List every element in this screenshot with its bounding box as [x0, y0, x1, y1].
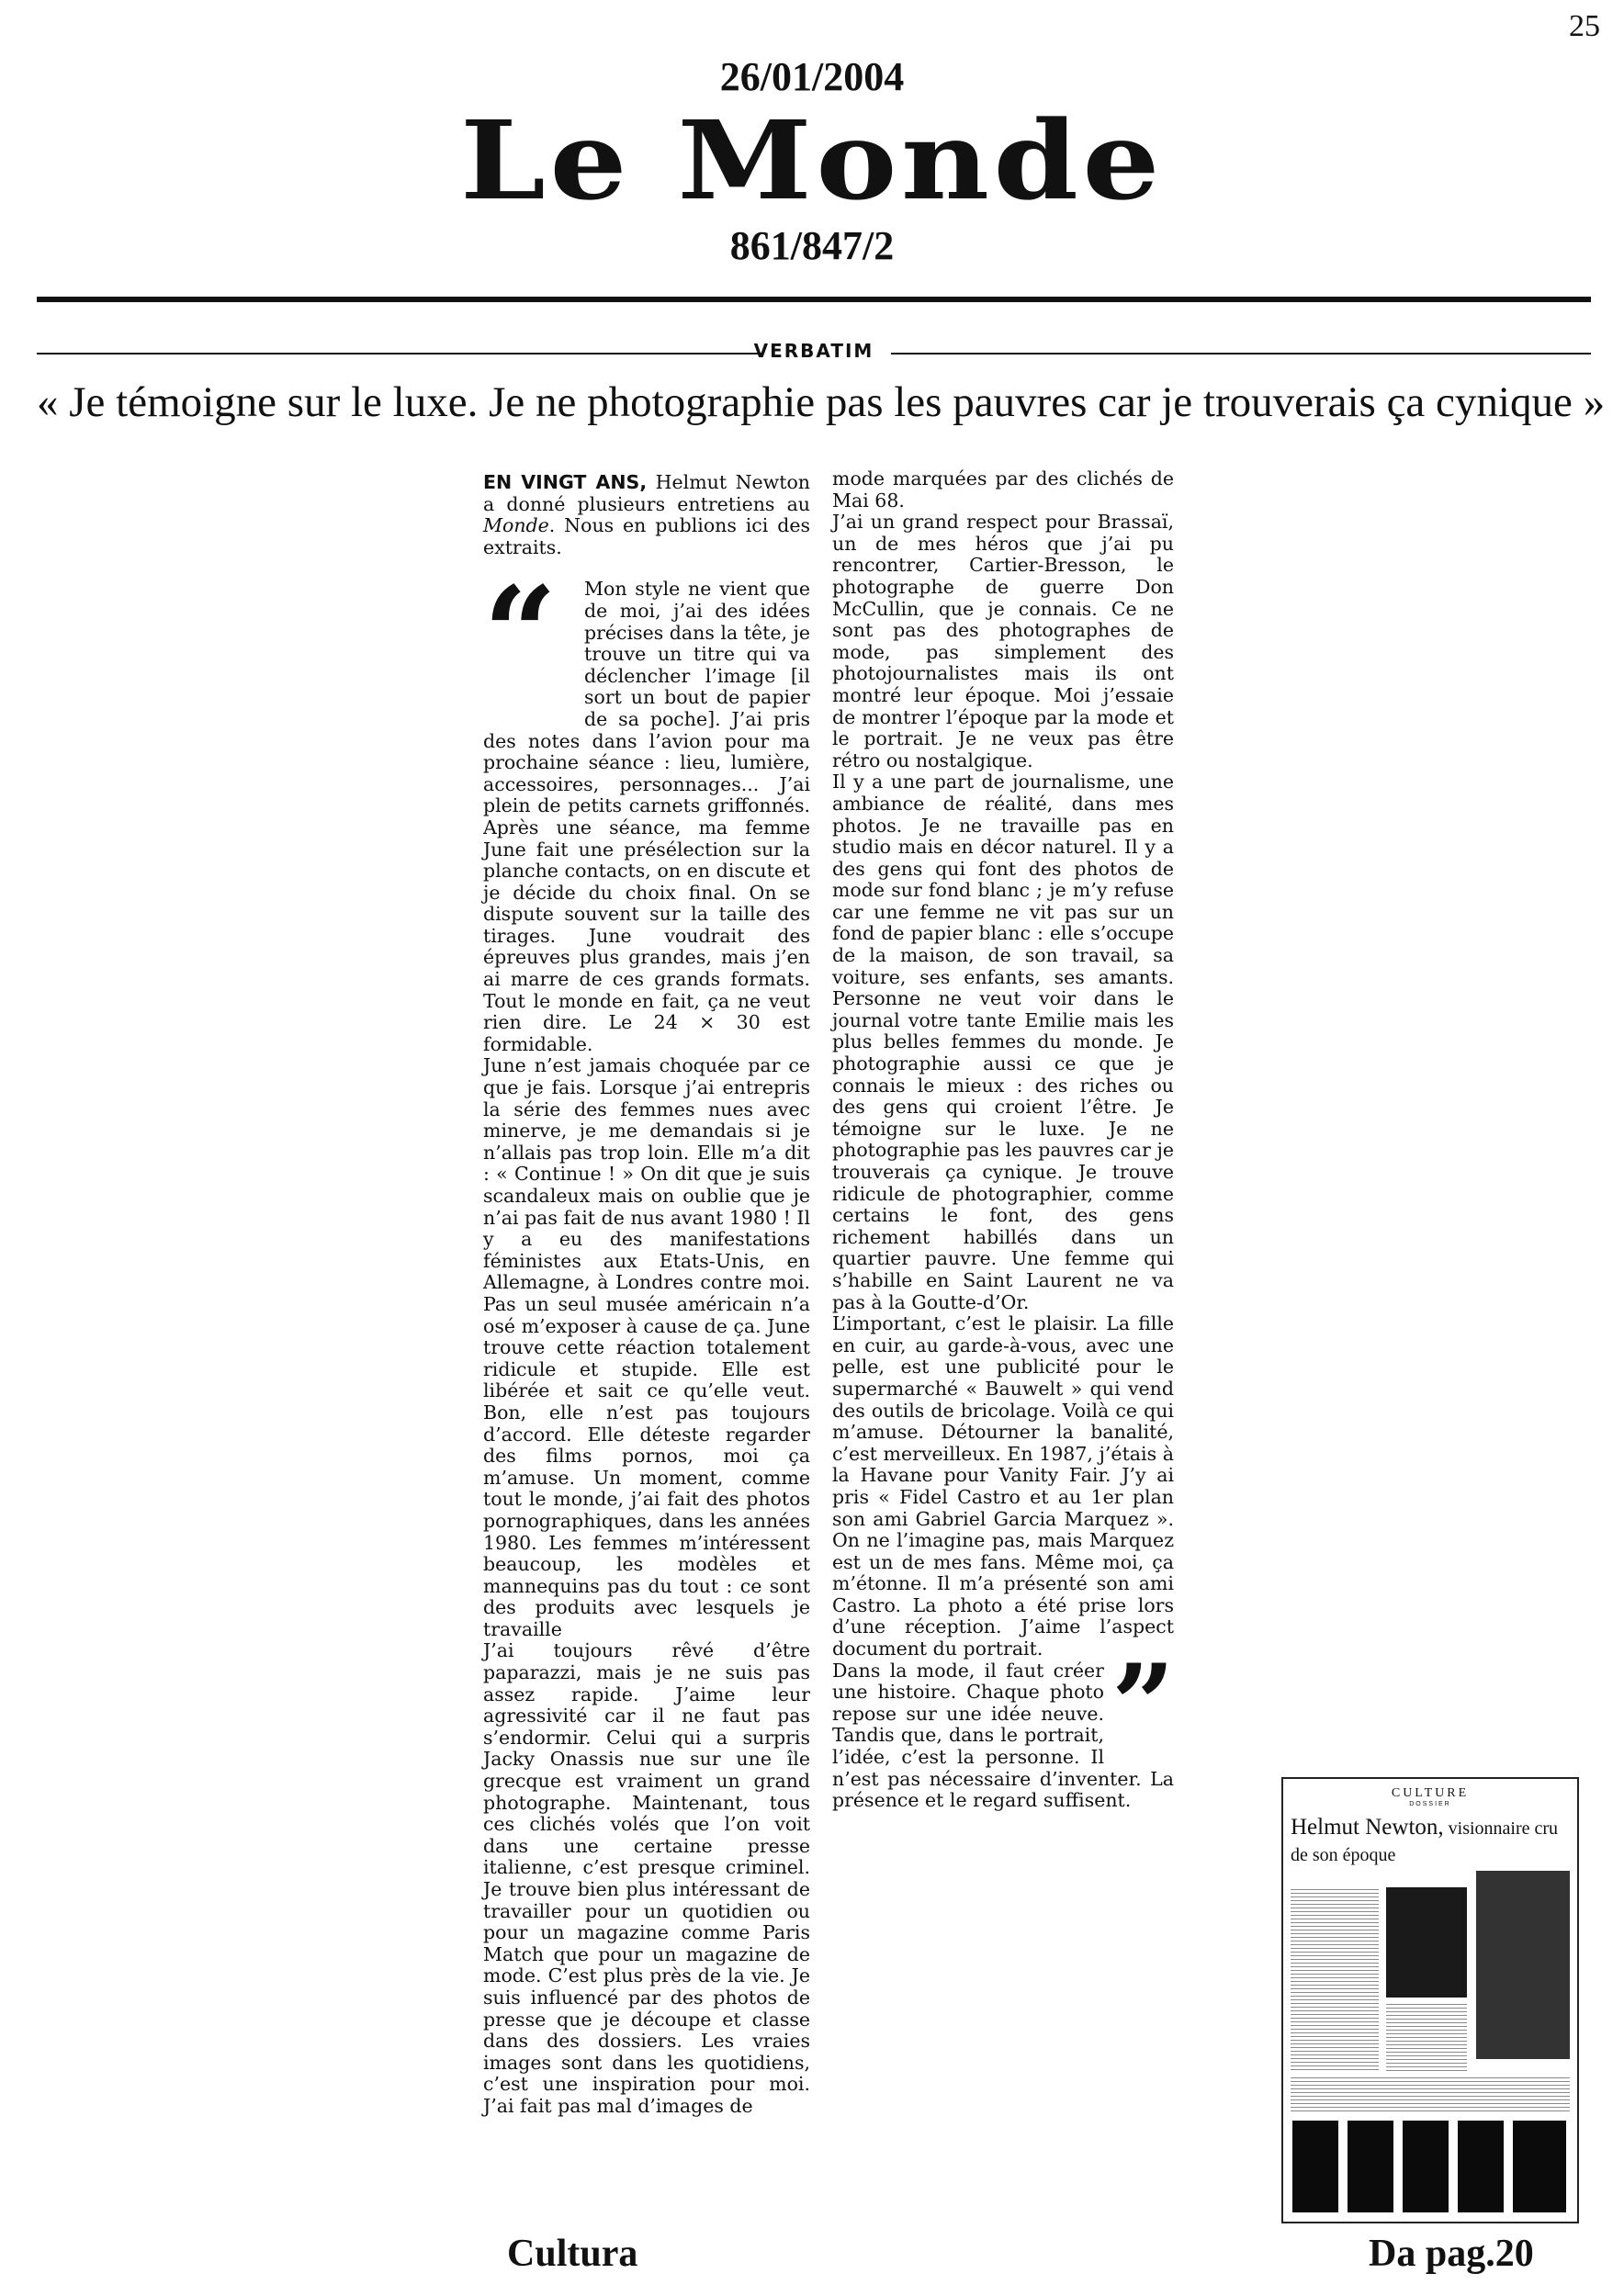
section-rule-right: [891, 353, 1591, 355]
newspaper-masthead: Le Monde: [460, 96, 1164, 224]
article-paragraph: Il y a une part de journalisme, une ambiance de réalité, dans mes photos. Je ne travaille pas en studio mais en décor naturel. Il y a des gens qui font des photos de mode sur fond blanc ; je m’y refuse car une femme ne vit pas sur un fond de papier blanc : elle s’occupe de la maison, de son travail, sa voiture, ses enfants, ses amants. Personne ne veut voir dans le journal votre tante Emilie mais les plus belles femmes du monde. Je photographie aussi ce que je connais le mieux : des riches ou des gens qui croient l’être. Je témoigne sur le luxe. Je ne photographie pas les pauvres car je trouverais ça cynique. Je trouve ridicule de photographier, comme certains le font, des gens richement habillés dans un quartier pauvre. Une femme qui s’habille en Saint Laurent ne va pas à la Goutte-d’Or.: [832, 771, 1174, 1313]
page-thumbnail: [1281, 1777, 1579, 2223]
footer-page-reference: Da pag.20: [1369, 2233, 1534, 2275]
intro-text-after: . Nous en publions ici des extraits.: [483, 514, 810, 558]
thumbnail-subsection: DOSSIER: [1409, 1801, 1451, 1807]
thumbnail-text-block: [1291, 1889, 1379, 2073]
article-intro: [483, 472, 810, 558]
article-paragraph: [483, 559, 810, 1055]
clipping-date: 26/01/2004: [719, 54, 905, 99]
intro-text-before: Helmut Newton a donné plusieurs entretiens au: [483, 471, 810, 515]
footer-section-name: Cultura: [507, 2233, 638, 2275]
article-paragraph: J’ai un grand respect pour Brassaï, un de mes héros que j’ai pu rencontrer, Cartier-Bresson, le photographe de guerre Don McCullin, que je connais. Ce ne sont pas des photographes de mode, pas simplement des photojournalistes mais ils ont montré leur époque. Moi j’essaie de montrer l’époque par la mode et le portrait. Je ne veux pas être rétro ou nostalgique.: [832, 511, 1174, 771]
article-paragraph: [832, 1639, 1176, 1812]
thumbnail-block: [1292, 2121, 1338, 2212]
paragraph-text: Dans la mode, il faut créer une histoire. Chaque photo repose sur une idée neuve. Tandis que, dans le portrait, l’idée, c’est la personne. Il n’est pas nécessaire d’inventer. La présence et le regard suffisent.: [832, 1659, 1174, 1812]
thumbnail-title-main: Helmut Newton,: [1291, 1815, 1444, 1840]
thumbnail-text-block: [1291, 2077, 1570, 2114]
page-number: 25: [1569, 9, 1600, 43]
section-label: VERBATIM: [753, 340, 874, 362]
header-divider: [37, 297, 1591, 302]
section-rule: [37, 340, 1591, 367]
thumbnail-block: [1513, 2121, 1566, 2212]
article-paragraph: L’important, c’est le plaisir. La fille en cuir, au garde-à-vous, avec une pelle, est une publicité pour le supermarché « Bauwelt » qui vend des outils de bricolage. Voilà ce qui m’amuse. Détourner la banalité, c’est merveilleux. En 1987, j’étais à la Havane pour Vanity Fair. J’y ai pris « Fidel Castro et au 1er plan son ami Gabriel Garcia Marquez ». On ne l’imagine pas, mais Marquez est un de mes fans. Même moi, ça m’étonne. Il m’a présenté son ami Castro. La photo a été prise lors d’une réception. J’aime l’aspect document du portrait.: [832, 1312, 1174, 1660]
close-quote-mark: ”: [1111, 1639, 1176, 1770]
open-quote-mark: “: [483, 559, 558, 711]
thumbnail-block: [1348, 2121, 1393, 2212]
thumbnail-title-rest: visionnaire cru de son époque: [1291, 1818, 1559, 1865]
masthead-block: [0, 53, 1624, 270]
clipping-code: 861/847/2: [729, 223, 895, 268]
thumbnail-title: [1291, 1815, 1570, 1868]
intro-lead: EN VINGT ANS,: [483, 471, 648, 493]
article-column-2: [832, 468, 1174, 1812]
thumbnail-block: [1403, 2121, 1449, 2212]
thumbnail-block: [1458, 2121, 1504, 2212]
article-headline: « Je témoigne sur le luxe. Je ne photographie pas les pauvres car je trouverais ça cynique »: [37, 378, 1606, 426]
thumbnail-photo: [1386, 1887, 1467, 1998]
intro-newspaper-name: Monde: [483, 514, 549, 537]
article-column-1: [483, 472, 810, 2118]
thumbnail-section: CULTURE: [1391, 1786, 1470, 1800]
article-paragraph: June n’est jamais choquée par ce que je fais. Lorsque j’ai entrepris la série des femmes nues avec minerve, je me demandais si je n’allais pas trop loin. Elle m’a dit : « Continue ! » On dit que je suis scandaleux mais on oublie que je n’ai pas fait de nus avant 1980 ! Il y a eu des manifestations féministes aux Etats-Unis, en Allemagne, à Londres contre moi. Pas un seul musée américain n’a osé m’exposer à cause de ça. June trouve cette réaction totalement ridicule et stupide. Elle est libérée et sait ce qu’elle veut. Bon, elle n’est pas toujours d’accord. Elle déteste regarder des films pornos, moi ça m’amuse. Un moment, comme tout le monde, j’ai fait des photos pornographiques, dans les années 1980. Les femmes m’intéressent beaucoup, les modèles et mannequins pas du tout : ce sont des produits avec lesquels je travaille: [483, 1054, 810, 1640]
thumbnail-photo: [1476, 1871, 1570, 2059]
thumbnail-text-block: [1386, 2004, 1467, 2073]
paragraph-text: Mon style ne vient que de moi, j’ai des idées précises dans la tête, je trouve un titre qui va déclencher l’image [il sort un bout de papier de sa poche]. J’ai pris des notes dans l’avion pour ma prochaine séance : lieu, lumière, accessoires, personnages... J’ai plein de petits carnets griffonnés. Après une séance, ma femme June fait une présélection sur la planche contacts, on en discute et je décide du choix final. On se dispute souvent sur la taille des tirages. June voudrait des épreuves plus grandes, mais j’en ai marre de ces grands formats. Tout le monde en fait, ça ne veut rien dire. Le 24 × 30 est formidable.: [483, 578, 810, 1055]
article-paragraph: mode marquées par des clichés de Mai 68.: [832, 467, 1174, 512]
article-paragraph: J’ai toujours rêvé d’être paparazzi, mais je ne suis pas assez rapide. J’aime leur agressivité car il ne faut pas s’endormir. Celui qui a surpris Jacky Onassis nue sur une île grecque est vraiment un grand photographe. Maintenant, tous ces clichés volés que l’on voit dans une certaine presse italienne, c’est presque criminel. Je trouve bien plus intéressant de travailler pour un quotidien ou pour un magazine comme Paris Match que pour un magazine de mode. C’est plus près de la vie. Je suis influencé par des photos de presse que je découpe et classe dans des dossiers. Les vraies images sont dans les quotidiens, c’est une inspiration pour moi. J’ai fait pas mal d’images de: [483, 1639, 810, 2117]
